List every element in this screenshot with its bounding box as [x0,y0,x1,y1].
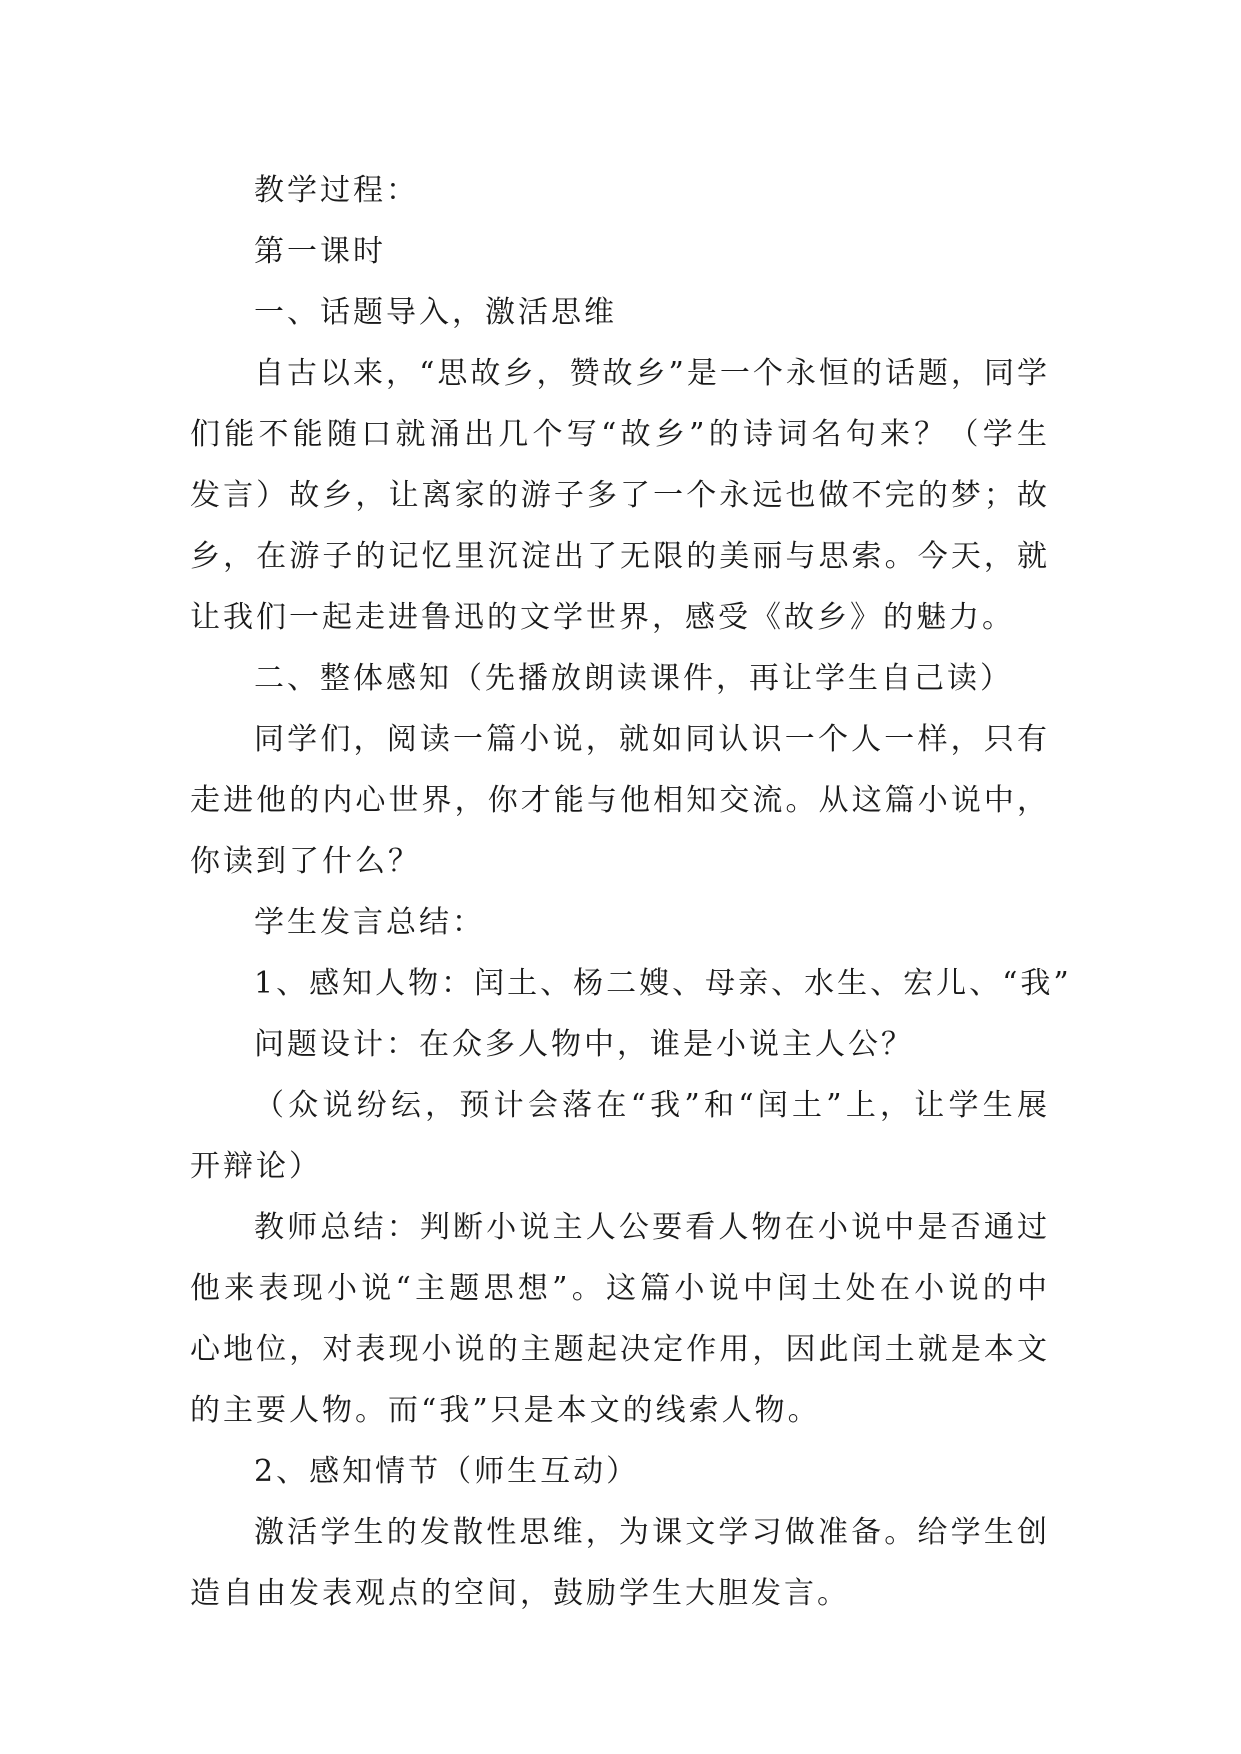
section-heading-teaching-process: 教学过程： [254,173,419,208]
list-item-characters: 1、感知人物：闰土、杨二嫂、母亲、水生、宏儿、“我” [254,966,1072,1001]
body-paragraph-question-design: 问题设计：在众多人物中，谁是小说主人公？ [254,1027,914,1062]
body-paragraph-intro: 自古以来，“思故乡，赞故乡”是一个永恒的话题，同学们能不能随口就涌出几个写“故乡”的诗词名句来？（学生发言）故乡，让离家的游子多了一个永远也做不完的梦；故乡，在游子的记忆里沉淀出了无限的美丽与思索。今天，就让我们一起走进鲁迅的文学世界，感受《故乡》的魅力。 [190,356,1050,635]
lesson-heading-first-period: 第一课时 [254,234,386,269]
step-heading-overall-perception: 二、整体感知（先播放朗读课件，再让学生自己读） [254,661,1013,696]
body-paragraph-debate: （众说纷纭，预计会落在“我”和“闰土”上，让学生展开辩论） [190,1088,1050,1184]
list-item-plot: 2、感知情节（师生互动） [254,1454,640,1489]
body-paragraph-student-summary-label: 学生发言总结： [254,905,485,940]
body-paragraph-teacher-summary: 教师总结：判断小说主人公要看人物在小说中是否通过他来表现小说“主题思想”。这篇小说中闰土处在小说的中心地位，对表现小说的主题起决定作用，因此闰土就是本文的主要人物。而“我”只是本文的线索人物。 [190,1210,1050,1428]
document-body [190,160,1072,1624]
step-heading-topic-intro: 一、话题导入，激活思维 [254,295,617,330]
body-paragraph-divergent-thinking: 激活学生的发散性思维，为课文学习做准备。给学生创造自由发表观点的空间，鼓励学生大胆发言。 [190,1515,1050,1611]
body-paragraph-reading: 同学们，阅读一篇小说，就如同认识一个人一样，只有走进他的内心世界，你才能与他相知交流。从这篇小说中，你读到了什么？ [190,722,1050,879]
